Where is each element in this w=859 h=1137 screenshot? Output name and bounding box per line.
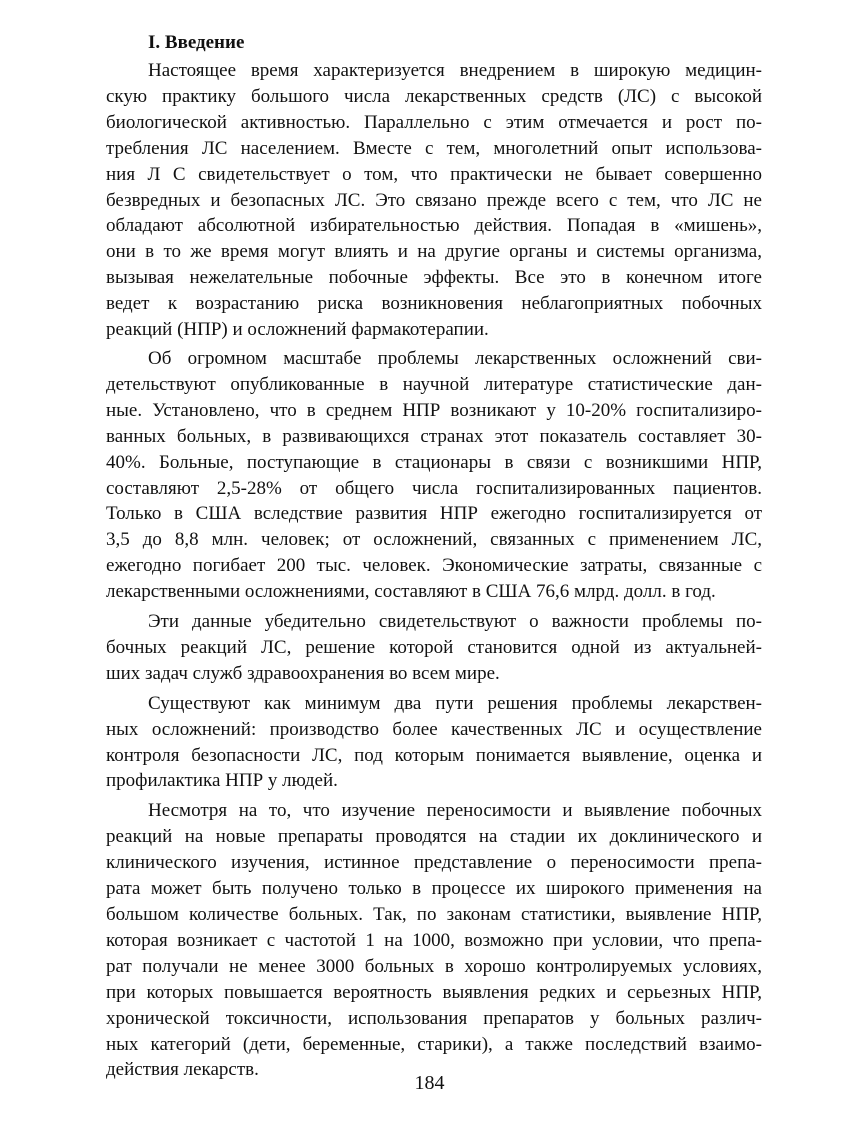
text-line: ных категорий (дети, беременные, старики), а также последствий взаимо- <box>106 1033 762 1055</box>
body-text <box>106 58 762 1083</box>
text-line: ежегодно погибает 200 тыс. человек. Экономические затраты, связанные с <box>106 555 762 577</box>
text-line: скую практику большого числа лекарственных средств (ЛС) с высокой <box>106 85 762 107</box>
text-line: детельствуют опубликованные в научной литературе статистические дан- <box>106 373 762 395</box>
text-line: вызывая нежелательные побочные эффекты. Все это в конечном итоге <box>106 267 762 289</box>
text-line: Несмотря на то, что изучение переносимости и выявление побочных <box>148 800 762 822</box>
text-line: составляют 2,5-28% от общего числа госпитализированных пациентов. <box>106 477 762 499</box>
text-line: ванных больных, в развивающихся странах этот показатель составляет 30- <box>106 425 762 447</box>
text-line: обладают абсолютной избирательностью действия. Попадая в «мишень», <box>106 215 762 237</box>
text-line: биологической активностью. Параллельно с этим отмечается и рост по- <box>106 111 762 133</box>
text-line: реакций на новые препараты проводятся на стадии их доклинического и <box>106 826 762 848</box>
text-line: реакций (НПР) и осложнений фармакотерапии. <box>106 319 489 341</box>
paragraph <box>106 798 762 1083</box>
text-line: 40%. Больные, поступающие в стационары в связи с возникшими НПР, <box>106 451 762 473</box>
text-line: при которых повышается вероятность выявления редких и серьезных НПР, <box>106 981 762 1003</box>
text-line: которая возникает с частотой 1 на 1000, возможно при условии, что препа- <box>106 929 762 951</box>
text-line: Эти данные убедительно свидетельствуют о важности проблемы по- <box>148 611 762 633</box>
text-line: лекарственными осложнениями, составляют в США 76,6 млрд. долл. в год. <box>106 581 716 603</box>
text-line: ных осложнений: производство более качественных ЛС и осуществление <box>106 718 762 740</box>
paragraph <box>106 346 762 605</box>
text-line: 3,5 до 8,8 млн. человек; от осложнений, связанных с применением ЛС, <box>106 529 762 551</box>
paragraph <box>106 691 762 795</box>
text-line: большом количестве больных. Так, по законам статистики, выявление НПР, <box>106 904 762 925</box>
paragraph <box>106 609 762 687</box>
text-line: они в то же время могут влиять и на другие органы и системы организма, <box>106 241 762 263</box>
text-line: Настоящее время характеризуется внедрением в широкую медицин- <box>148 60 762 81</box>
text-line: требления ЛС населением. Вместе с тем, многолетний опыт использова- <box>106 137 762 159</box>
text-line: ные. Установлено, что в среднем НПР возникают у 10-20% госпитализиро- <box>106 399 762 421</box>
text-line: рата может быть получено только в процессе их широкого применения на <box>106 878 762 900</box>
text-line: безвредных и безопасных ЛС. Это связано прежде всего с тем, что ЛС не <box>106 189 762 211</box>
text-line: Существуют как минимум два пути решения проблемы лекарствен- <box>148 692 762 714</box>
text-line: профилактика НПР у людей. <box>106 770 338 792</box>
text-line: бочных реакций ЛС, решение которой становится одной из актуальней- <box>106 636 762 658</box>
text-line: ния Л С свидетельствует о том, что практически не бывает совершенно <box>106 163 762 185</box>
section-heading: I. Введение <box>148 32 245 53</box>
text-line: ших задач служб здравоохранения во всем мире. <box>106 662 500 684</box>
text-line: контроля безопасности ЛС, под которым понимается выявление, оценка и <box>106 744 762 766</box>
text-line: клинического изучения, истинное представление о переносимости препа- <box>106 852 762 874</box>
page-number: 184 <box>414 1072 445 1094</box>
text-line: рат получали не менее 3000 больных в хорошо контролируемых условиях, <box>106 955 762 977</box>
text-line: Об огромном масштабе проблемы лекарственных осложнений сви- <box>148 347 762 369</box>
text-line: хронической токсичности, использования препаратов у больных различ- <box>106 1007 762 1029</box>
text-line: ведет к возрастанию риска возникновения неблагоприятных побочных <box>106 293 762 315</box>
text-line: Только в США вследствие развития НПР ежегодно госпитализируется от <box>106 503 762 525</box>
text-line: действия лекарств. <box>106 1059 259 1081</box>
paragraph <box>106 58 762 343</box>
